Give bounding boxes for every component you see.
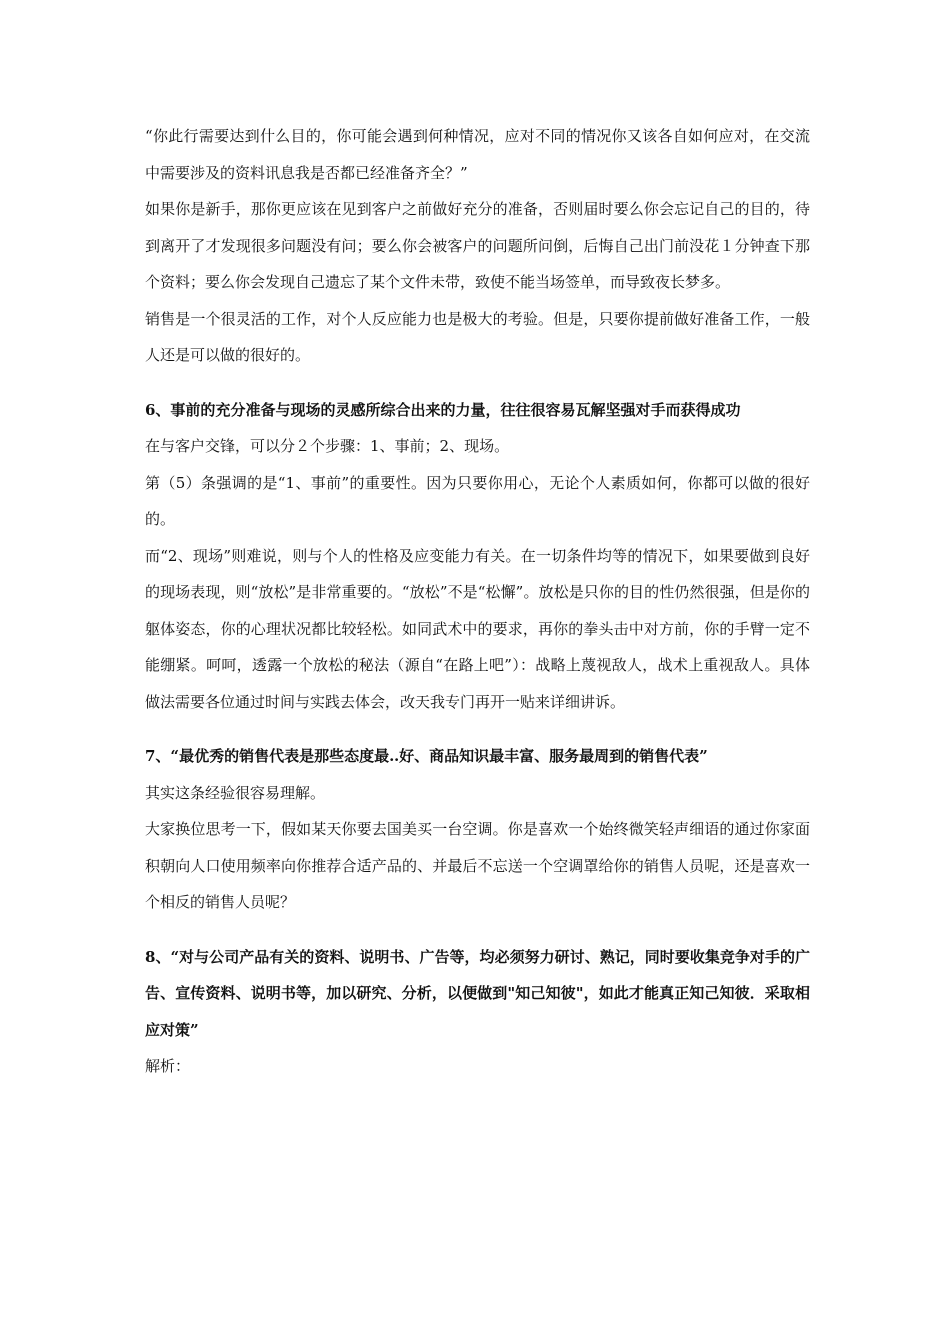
- section-heading-6: 6、事前的充分准备与现场的灵感所综合出来的力量，往往很容易瓦解坚强对手而获得成功: [145, 400, 741, 419]
- paragraph-gap: [145, 921, 810, 939]
- paragraph-gap: [145, 720, 810, 738]
- paragraph-analysis-label: 解析：: [145, 1057, 191, 1075]
- paragraph-on-site-relax: 而“2、现场”则难说，则与个人的性格及应变能力有关。在一切条件均等的情况下，如果要做到良好的现场表现，则“放松”是非常重要的。“放松”不是“松懈”。放松是只你的目的性仍然很强，但是你的躯体姿态，你的心理状况都比较轻松。如同武术中的要求，再你的拳头击中对方前，你的手臂一定不能绷紧。呵呵，透露一个放松的秘法（源自“在路上吧”）：战略上蔑视敌人，战术上重视敌人。具体做法需要各位通过时间与实践去体会，改天我专门再开一贴来详细讲诉。: [145, 546, 810, 711]
- section-heading-7: 7、“最优秀的销售代表是那些态度最‥好、商品知识最丰富、服务最周到的销售代表”: [145, 747, 708, 765]
- paragraph-sales-flexibility: 销售是一个很灵活的工作，对个人反应能力也是极大的考验。但是，只要你提前做好准备工作，一般人还是可以做的很好的。: [145, 309, 810, 364]
- paragraph-two-steps: 在与客户交锋，可以分２个步骤：1、事前；2、现场。: [145, 437, 510, 455]
- paragraph-preparation-quote: “你此行需要达到什么目的，你可能会遇到何种情况，应对不同的情况你又该各自如何应对，在交流中需要涉及的资料讯息我是否都已经准备齐全？”: [145, 127, 810, 182]
- paragraph-before-importance: 第（5）条强调的是“1、事前”的重要性。因为只要你用心，无论个人素质如何，你都可以做的很好的。: [145, 473, 810, 528]
- document-body: [145, 118, 810, 1085]
- paragraph-gap: [145, 374, 810, 392]
- paragraph-easy-understand: 其实这条经验很容易理解。: [145, 783, 326, 802]
- section-heading-8: 8、“对与公司产品有关的资料、说明书、广告等，均必须努力研讨、熟记，同时要收集竞争对手的广告、宣传资料、说明书等，加以研究、分析，以便做到"知己知彼"，如此才能真正知己知彼．采取相应对策”: [145, 947, 810, 1039]
- paragraph-newcomer-advice: 如果你是新手，那你更应该在见到客户之前做好充分的准备，否则届时要么你会忘记自己的目的，待到离开了才发现很多问题没有问；要么你会被客户的问题所问倒，后悔自己出门前没花１分钟查下那个资料；要么你会发现自己遗忘了某个文件未带，致使不能当场签单，而导致夜长梦多。: [145, 200, 810, 291]
- paragraph-perspective-example: 大家换位思考一下，假如某天你要去国美买一台空调。你是喜欢一个始终微笑轻声细语的通过你家面积朝向人口使用频率向你推荐合适产品的、并最后不忘送一个空调罩给你的销售人员呢，还是喜欢一个相反的销售人员呢？: [145, 820, 810, 911]
